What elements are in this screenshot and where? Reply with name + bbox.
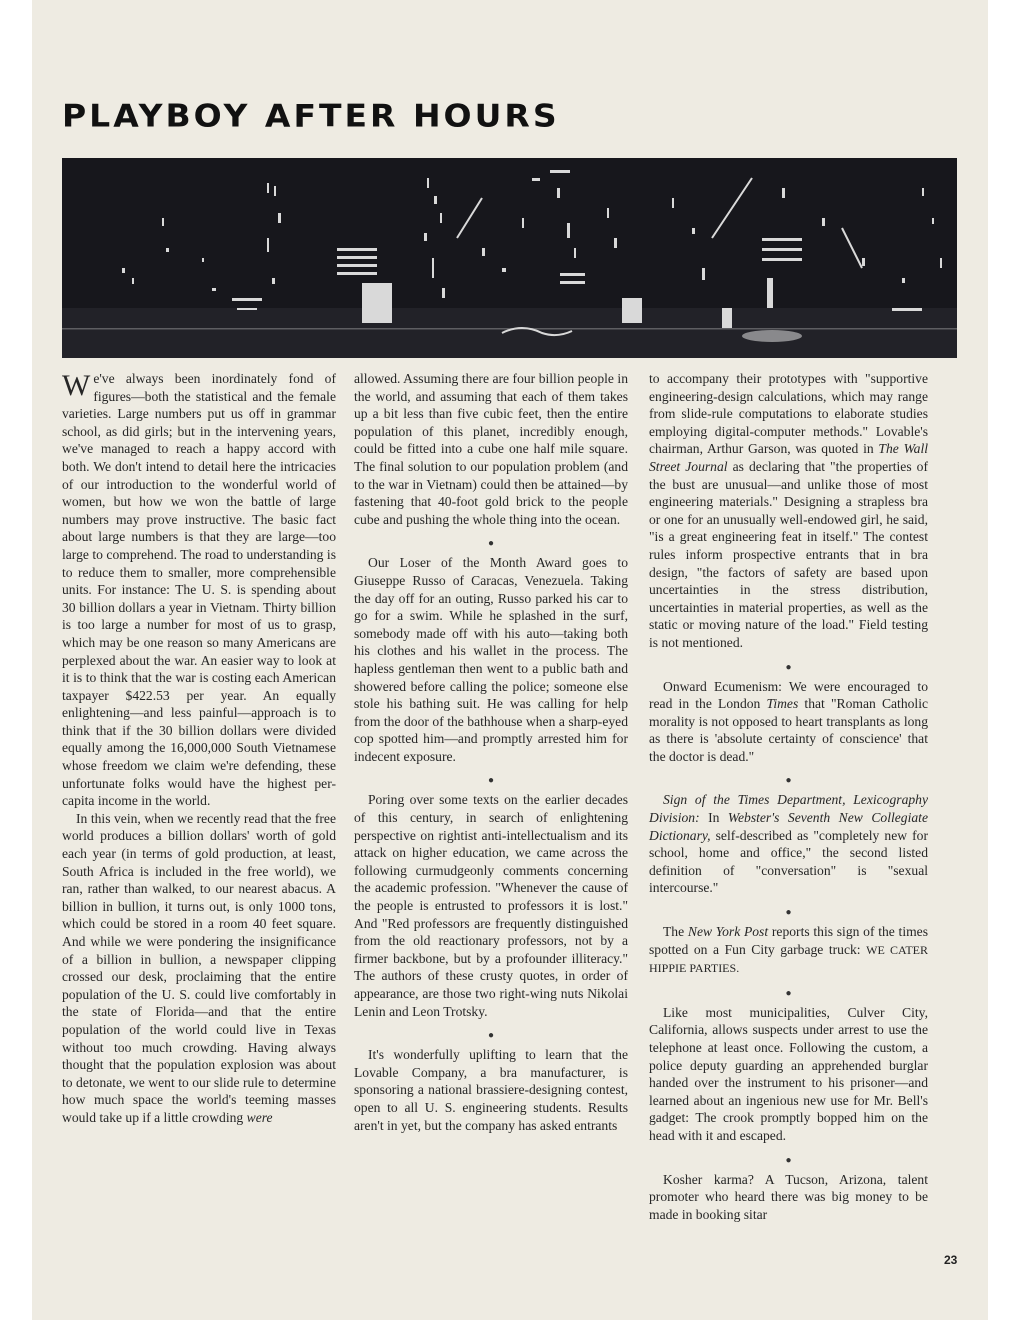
paragraph <box>62 370 336 810</box>
paragraph-text: self-described as "completely new for school, home and office," the second listed definition of "conversation" is "sexual intercourse." <box>649 827 928 896</box>
separator-dot-icon: ● <box>487 538 495 550</box>
skyline-icon <box>62 158 957 358</box>
paragraph-text: In this vein, when we recently read that the free world produces a billion dollars' worth of gold each year (in terms of gold production, at least, South Africa is included in the free world), we ran, rather than walked, to our nearest abacus. A billion in bullion, it turns out, is only 1000 tons, which could be stored in a room 40 feet square. And while we were pondering the insignificance of a billion in bullion, a newspaper clipping crossed our desk, proclaiming that the entire population of the U. S. could live comfortably in the state of Florida—and that the entire population of the world could live in Texas without too much crowding. Having always thought that the population explosion was about to detonate, we went to our slide rule to determine how much space the world's teeming masses would take up if a little crowding <box>62 810 336 1125</box>
paragraph-text: Onward Ecumenism: We were encouraged to read in the London <box>649 678 928 712</box>
paragraph <box>649 791 928 897</box>
page-title: PLAYBOY AFTER HOURS <box>62 97 560 135</box>
paragraph: Our Loser of the Month Award goes to Giuseppe Russo of Caracas, Venezuela. Taking the day off for an outing, Russo parked his car to go for a swim. While he splashed in the surf, somebody made off with his auto—taking both his clothes and his wallet in the process. The hapless gentleman then went to a public bath and showered before calling the police; someone else stole his bathing suit. He was calling for help from the door of the bathhouse when a sharp-eyed cop spotted him—and promptly arrested him for indecent exposure. <box>354 555 628 764</box>
separator-dot-icon: ● <box>487 1030 495 1042</box>
italic-text: were <box>246 1109 273 1125</box>
italic-text: Webster's Seventh New Collegiate Dictionary, <box>649 810 928 843</box>
text-column-1 <box>62 370 336 1127</box>
paragraph-text: In <box>708 810 720 826</box>
paragraph: allowed. Assuming there are four billion people in the world, and assuming that each of them takes up a bit less than five cubic feet, then the entire population of this planet, incredibly enough, could be fitted into a cube one half mile square. The final solution to our population problem (and to the war in Vietnam) could then be attained—by fastening that 40-foot gold brick to the people cube and pushing the whole thing into the ocean. <box>354 371 628 527</box>
paragraph: Like most municipalities, Culver City, California, allows suspects under arrest to use the telephone at least once. Following the custom, a police deputy guarding an apprehended burglar handed over the instrument to his prisoner—and learned about an ingenious new use for Mr. Bell's gadget: The crook promptly bopped him on the head with it and escaped. <box>649 1004 928 1143</box>
text-column-3 <box>649 370 928 1223</box>
italic-text: Times <box>766 696 799 712</box>
separator-dot-icon: ● <box>785 775 792 787</box>
paragraph <box>62 810 336 1127</box>
paragraph: It's wonderfully uplifting to learn that the Lovable Company, a bra manufacturer, is sponsoring a national brassiere-designing contest, open to all U. S. engineering students. Results aren't in yet, but the company has asked entrants <box>354 1047 628 1133</box>
paragraph-text: reports this sign of the times spotted on a Fun City garbage truck: <box>649 924 928 957</box>
drop-cap: W <box>62 369 91 402</box>
paragraph-text: to accompany their prototypes with "supportive engineering-design calculations, which may range from slide-rule computations to elaborate studies employing digital-computer methods." Lovable's chairman, Arthur Garson, was quoted in <box>649 371 928 457</box>
paragraph-text: that "Roman Catholic morality is not opposed to heart transplants as long as there is 'absolute certainty of conscience' that the doctor is dead." <box>649 696 929 764</box>
italic-text: New York Post <box>687 924 769 940</box>
separator-dot-icon: ● <box>785 661 792 673</box>
separator-dot-icon: ● <box>487 775 495 787</box>
paragraph-text: as declaring that "the properties of the bust are unusual—and unlike those of most engineering materials." Designing a strapless bra or one for an unusually well-endowed girl, he said, "is a great engineering feat in itself." The contest rules inform prospective entrants that in bra design, "the factors of safety are based upon uncertainties in the stress distribution, uncertainties in material properties, as well as the static or moving nature of the load." Field testing is not mentioned. <box>649 458 928 650</box>
paragraph <box>649 678 928 766</box>
paragraph <box>649 370 928 652</box>
small-caps-text: WE CATER HIPPIE PARTIES. <box>649 942 928 976</box>
city-skyline-illustration <box>62 158 957 358</box>
separator-dot-icon: ● <box>785 987 792 999</box>
paragraph-text: The <box>663 924 685 940</box>
italic-text: Sign of the Times Department, Lexicography Division: <box>649 792 928 826</box>
paragraph: Poring over some texts on the earlier decades of this century, in search of enlightening perspective on rightist anti-intellectualism and its attack on higher education, we came across the following curmudgeonly comments concerning the academic profession. "Whenever the cause of the people is entrusted to professors it is lost." And "Red professors are frequently distinguished from the old reactionary professors, not by a firmer backbone, but by a profounder illiteracy." The authors of these crusty quotes, in order of appearance, are those two right-wing nuts Nikolai Lenin and Leon Trotsky. <box>354 792 628 1019</box>
paragraph: Kosher karma? A Tucson, Arizona, talent promoter who heard there was big money to be made in booking sitar <box>649 1171 928 1222</box>
italic-text: The Wall Street Journal <box>649 441 929 474</box>
separator-dot-icon: ● <box>785 1154 792 1166</box>
separator-dot-icon: ● <box>785 907 792 919</box>
paragraph <box>649 923 928 978</box>
text-column-2 <box>354 370 628 1134</box>
magazine-page <box>32 0 988 1320</box>
paragraph-text: e've always been inordinately fond of figures—both the statistical and the female varieties. Large numbers put us off in grammar school, as did girls; but in the intervening years, we've managed to reach a happy accord with both. We don't intend to detail here the intricacies of our introduction to the wonderful world of women, but how we won the battle of large numbers may prove instructive. The basic fact about large numbers is that they are large—too large to comprehend. The road to understanding is to reduce them to smaller, more comprehensible units. For instance: The U. S. is spending about 30 billion dollars a year in Vietnam. Thirty billion is too large a number for most of us to grasp, which may be one reason so many Americans are perplexed about the war. An easier way to look at it is to think that the war is costing each American taxpayer $422.53 per year. An equally enlightening—and less painful—approach is to think that if the 30 billion dollars were divided equally among the 16,000,000 South Vietnamese whose freedom we claim we're defending, these unfortunate folks would have the highest per-capita income in the world. <box>62 371 336 809</box>
page-number: 23 <box>944 1253 958 1267</box>
